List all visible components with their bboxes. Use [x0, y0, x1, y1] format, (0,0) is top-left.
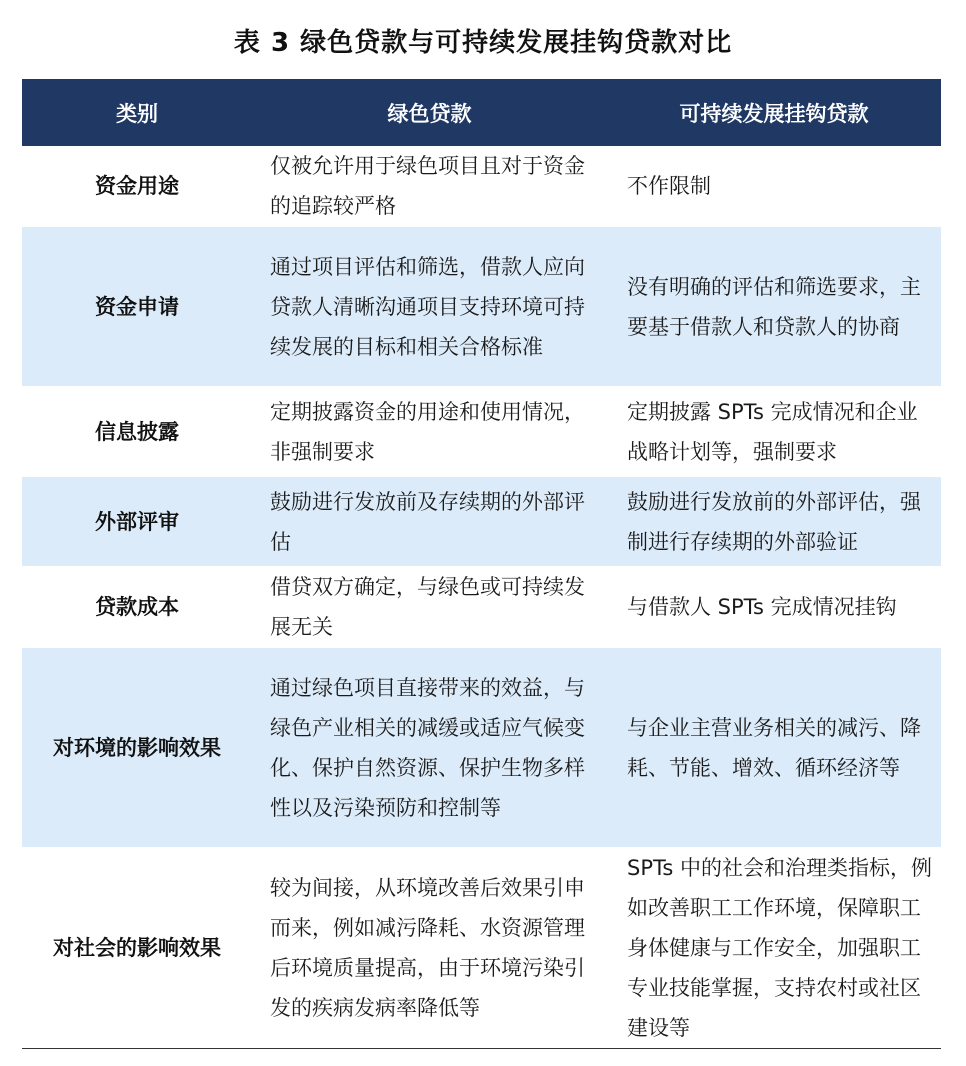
header-green-loan: 绿色贷款 [387, 101, 472, 126]
row-sll-cell: 鼓励进行发放前的外部评估，强制进行存续期的外部验证 [607, 477, 941, 567]
table-row [22, 387, 941, 477]
table-header-row [22, 79, 941, 146]
row-sll-cell: 定期披露 SPTs 完成情况和企业战略计划等，强制要求 [607, 387, 941, 477]
row-category: 信息披露 [22, 387, 252, 477]
header-sll: 可持续发展挂钩贷款 [679, 101, 869, 126]
row-sll-cell: 与企业主营业务相关的减污、降耗、节能、增效、循环经济等 [607, 648, 941, 848]
row-green-cell: 定期披露资金的用途和使用情况，非强制要求 [252, 387, 607, 477]
row-green-cell: 仅被允许用于绿色项目且对于资金的追踪较严格 [252, 146, 607, 227]
row-sll-cell: SPTs 中的社会和治理类指标，例如改善职工工作环境，保障职工身体健康与工作安全，加强职工专业技能掌握，支持农村或社区建设等 [607, 848, 941, 1049]
row-green-cell: 鼓励进行发放前及存续期的外部评估 [252, 477, 607, 567]
row-category: 外部评审 [22, 477, 252, 567]
table-row [22, 848, 941, 1049]
row-green-cell: 通过项目评估和筛选，借款人应向贷款人清晰沟通项目支持环境可持续发展的目标和相关合格标准 [252, 227, 607, 387]
header-category: 类别 [116, 101, 158, 126]
row-category: 贷款成本 [22, 567, 252, 648]
row-sll-cell: 没有明确的评估和筛选要求，主要基于借款人和贷款人的协商 [607, 227, 941, 387]
row-green-cell: 通过绿色项目直接带来的效益，与绿色产业相关的减缓或适应气候变化、保护自然资源、保护生物多样性以及污染预防和控制等 [252, 648, 607, 848]
row-category: 对环境的影响效果 [22, 648, 252, 848]
row-category: 资金申请 [22, 227, 252, 387]
row-green-cell: 较为间接，从环境改善后效果引申而来，例如减污降耗、水资源管理后环境质量提高，由于环境污染引发的疾病发病率降低等 [252, 848, 607, 1049]
row-sll-cell: 与借款人 SPTs 完成情况挂钩 [607, 567, 941, 648]
row-sll-cell: 不作限制 [607, 146, 941, 227]
table-row [22, 227, 941, 387]
row-category: 对社会的影响效果 [22, 848, 252, 1049]
table-row [22, 567, 941, 648]
table-row [22, 648, 941, 848]
table-title: 表 3 绿色贷款与可持续发展挂钩贷款对比 [233, 28, 733, 58]
table-row [22, 477, 941, 567]
row-category: 资金用途 [22, 146, 252, 227]
comparison-table [22, 79, 941, 1049]
row-green-cell: 借贷双方确定，与绿色或可持续发展无关 [252, 567, 607, 648]
table-row [22, 146, 941, 227]
